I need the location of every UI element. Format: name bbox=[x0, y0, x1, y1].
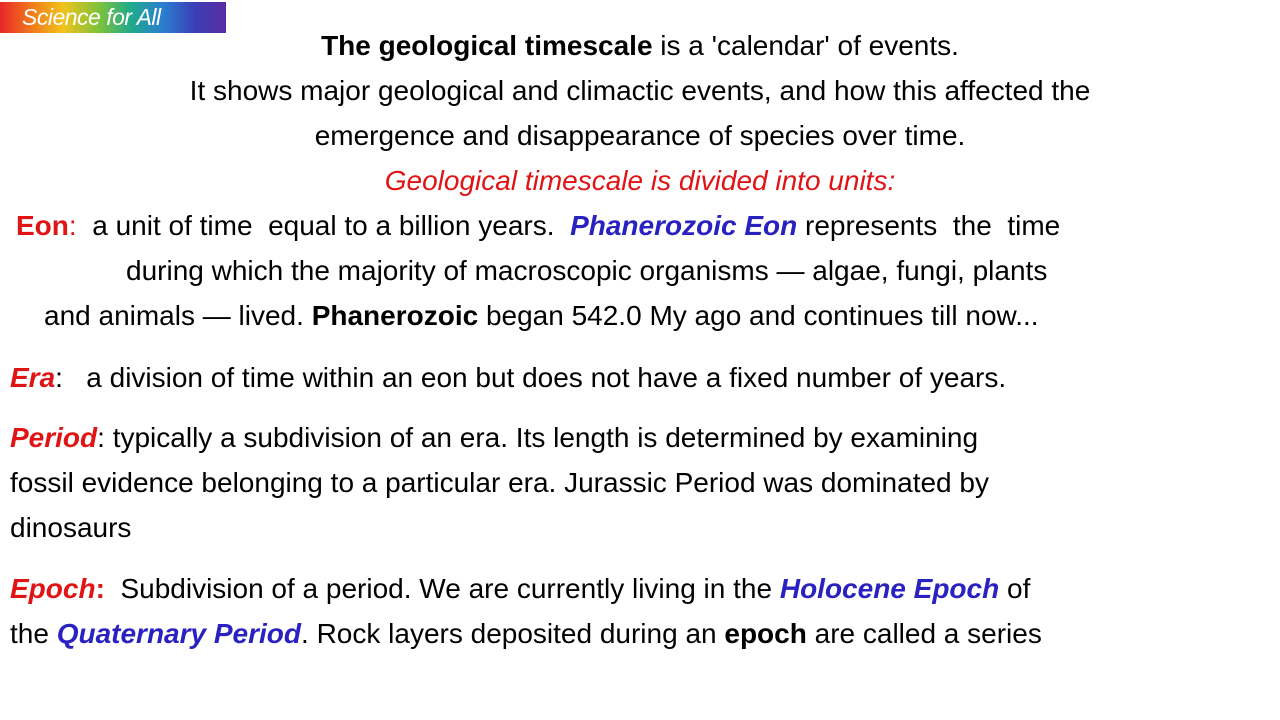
eon-text-1: a unit of time equal to a billion years. bbox=[76, 210, 571, 241]
epoch-colon: : bbox=[95, 573, 105, 604]
era-text: : a division of time within an eon but does not have a fixed number of years. bbox=[55, 362, 1007, 393]
intro-line-1 bbox=[0, 29, 1280, 63]
period-line-2: fossil evidence belonging to a particular era. Jurassic Period was dominated by bbox=[10, 467, 989, 498]
eon-text-2: represents the time bbox=[797, 210, 1061, 241]
units-heading-text: Geological timescale is divided into units: bbox=[384, 165, 896, 196]
phanerozoic-eon-highlight: Phanerozoic Eon bbox=[570, 210, 798, 241]
era-line bbox=[10, 361, 1006, 395]
epoch-line-2 bbox=[10, 617, 1042, 651]
eon-colon: : bbox=[68, 210, 77, 241]
epoch-text-1-end: of bbox=[999, 573, 1031, 604]
epoch-text-1: Subdivision of a period. We are currently living in the bbox=[104, 573, 780, 604]
quaternary-period-highlight: Quaternary Period bbox=[56, 618, 302, 649]
intro-line-3: emergence and disappearance of species over time. bbox=[314, 120, 966, 151]
epoch-line-2-pre: the bbox=[10, 618, 57, 649]
era-term: Era bbox=[10, 362, 56, 393]
units-heading bbox=[0, 164, 1280, 198]
eon-line-2: during which the majority of macroscopic organisms — algae, fungi, plants bbox=[126, 255, 1048, 286]
epoch-line-2-end: are called a series bbox=[806, 618, 1042, 649]
period-line-1 bbox=[10, 421, 978, 455]
epoch-term: Epoch bbox=[10, 573, 96, 604]
period-line-3: dinosaurs bbox=[10, 512, 132, 543]
brand-label: Science for All bbox=[22, 4, 161, 30]
phanerozoic-bold: Phanerozoic bbox=[311, 300, 479, 331]
period-term: Period bbox=[10, 422, 98, 453]
eon-term: Eon bbox=[16, 210, 69, 241]
eon-line-3-post: began 542.0 My ago and continues till now... bbox=[478, 300, 1039, 331]
holocene-epoch-highlight: Holocene Epoch bbox=[779, 573, 1000, 604]
intro-title-bold: The geological timescale bbox=[321, 30, 653, 61]
eon-line-3 bbox=[44, 299, 1039, 333]
epoch-line-1 bbox=[10, 572, 1030, 606]
eon-line-1 bbox=[16, 209, 1060, 243]
period-text-1: : typically a subdivision of an era. Its length is determined by examining bbox=[97, 422, 979, 453]
intro-line-1-rest: is a 'calendar' of events. bbox=[652, 30, 959, 61]
epoch-line-2-mid: . Rock layers deposited during an bbox=[301, 618, 725, 649]
eon-line-3-pre: and animals — lived. bbox=[44, 300, 312, 331]
intro-line-2: It shows major geological and climactic events, and how this affected the bbox=[189, 75, 1091, 106]
epoch-bold: epoch bbox=[724, 618, 807, 649]
